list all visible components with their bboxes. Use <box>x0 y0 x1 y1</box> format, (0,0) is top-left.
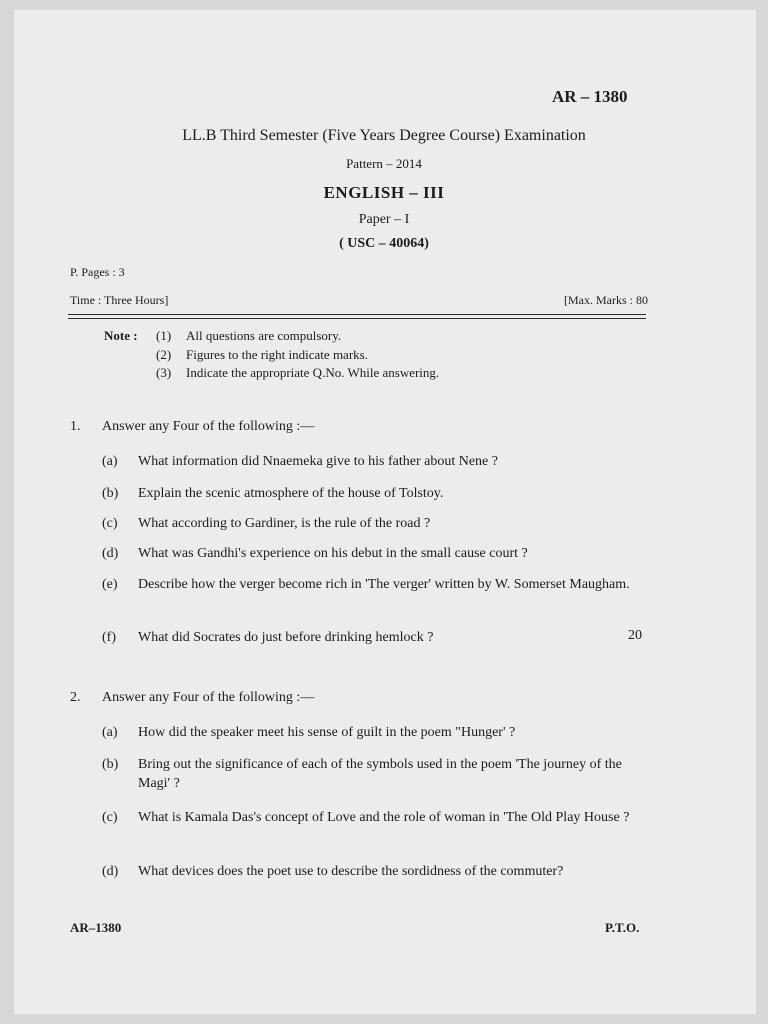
question-number: 2. <box>70 690 81 705</box>
note-label: Note : <box>104 328 138 343</box>
note-item-number: (1) <box>156 328 172 343</box>
sub-question-text: What devices does the poet use to describe the sordidness of the commuter? <box>138 864 564 879</box>
sub-question <box>102 514 662 534</box>
question-marks: 20 <box>628 628 642 643</box>
sub-question-letter: (c) <box>102 516 118 531</box>
paper-number: Paper – I <box>358 212 410 227</box>
sub-question <box>102 862 662 882</box>
sub-question <box>102 755 662 795</box>
pattern-line: Pattern – 2014 <box>346 156 422 171</box>
sub-question <box>102 575 662 615</box>
sub-question-letter: (b) <box>102 486 119 501</box>
sub-question-letter: (d) <box>102 546 119 561</box>
sub-question <box>102 544 662 564</box>
subject-title: ENGLISH – III <box>323 183 445 202</box>
note-item-text: Figures to the right indicate marks. <box>186 347 368 362</box>
sub-question-text: Bring out the significance of each of the symbols used in the poem 'The journey of the Magi' ? <box>138 757 622 791</box>
sub-question-letter: (e) <box>102 577 118 592</box>
paper-code-top: AR – 1380 <box>552 87 628 106</box>
question-instruction: Answer any Four of the following :— <box>102 419 315 434</box>
page-count: P. Pages : 3 <box>70 265 125 279</box>
sub-question-letter: (a) <box>102 454 118 469</box>
sub-question <box>102 723 662 743</box>
question-instruction: Answer any Four of the following :— <box>102 690 315 705</box>
sub-question-text: Describe how the verger become rich in 'The verger' written by W. Somerset Maugham. <box>138 577 630 592</box>
footer-pto: P.T.O. <box>605 920 640 935</box>
time-allowed: Time : Three Hours] <box>70 293 169 307</box>
divider-bottom <box>68 318 646 319</box>
footer-paper-code: AR–1380 <box>70 920 122 935</box>
sub-question-letter: (d) <box>102 864 119 879</box>
sub-question-text: What did Socrates do just before drinking hemlock ? <box>138 630 434 645</box>
sub-question-text: How did the speaker meet his sense of guilt in the poem "Hunger' ? <box>138 725 516 740</box>
note-item-number: (2) <box>156 347 172 362</box>
sub-question <box>102 484 662 504</box>
sub-question-text: What was Gandhi's experience on his debut in the small cause court ? <box>138 546 528 561</box>
sub-question <box>102 628 662 648</box>
note-item <box>156 347 368 363</box>
sub-question <box>102 808 662 848</box>
max-marks: [Max. Marks : 80 <box>564 293 648 307</box>
divider-top <box>68 314 646 315</box>
note-item <box>156 365 439 381</box>
usc-code: ( USC – 40064) <box>339 236 429 251</box>
note-item-number: (3) <box>156 365 172 380</box>
sub-question-text: What information did Nnaemeka give to his father about Nene ? <box>138 454 498 469</box>
sub-question-letter: (b) <box>102 757 119 772</box>
sub-question-text: Explain the scenic atmosphere of the house of Tolstoy. <box>138 486 444 501</box>
sub-question <box>102 452 662 472</box>
note-item-text: Indicate the appropriate Q.No. While answering. <box>186 365 440 380</box>
exam-title: LL.B Third Semester (Five Years Degree Course) Examination <box>182 127 586 144</box>
sub-question-letter: (a) <box>102 725 118 740</box>
sub-question-text: What according to Gardiner, is the rule of the road ? <box>138 516 431 531</box>
sub-question-letter: (f) <box>102 630 116 645</box>
note-item <box>156 328 341 344</box>
question-number: 1. <box>70 419 81 434</box>
sub-question-letter: (c) <box>102 810 118 825</box>
sub-question-text: What is Kamala Das's concept of Love and the role of woman in 'The Old Play House ? <box>138 810 630 825</box>
note-item-text: All questions are compulsory. <box>186 328 342 343</box>
